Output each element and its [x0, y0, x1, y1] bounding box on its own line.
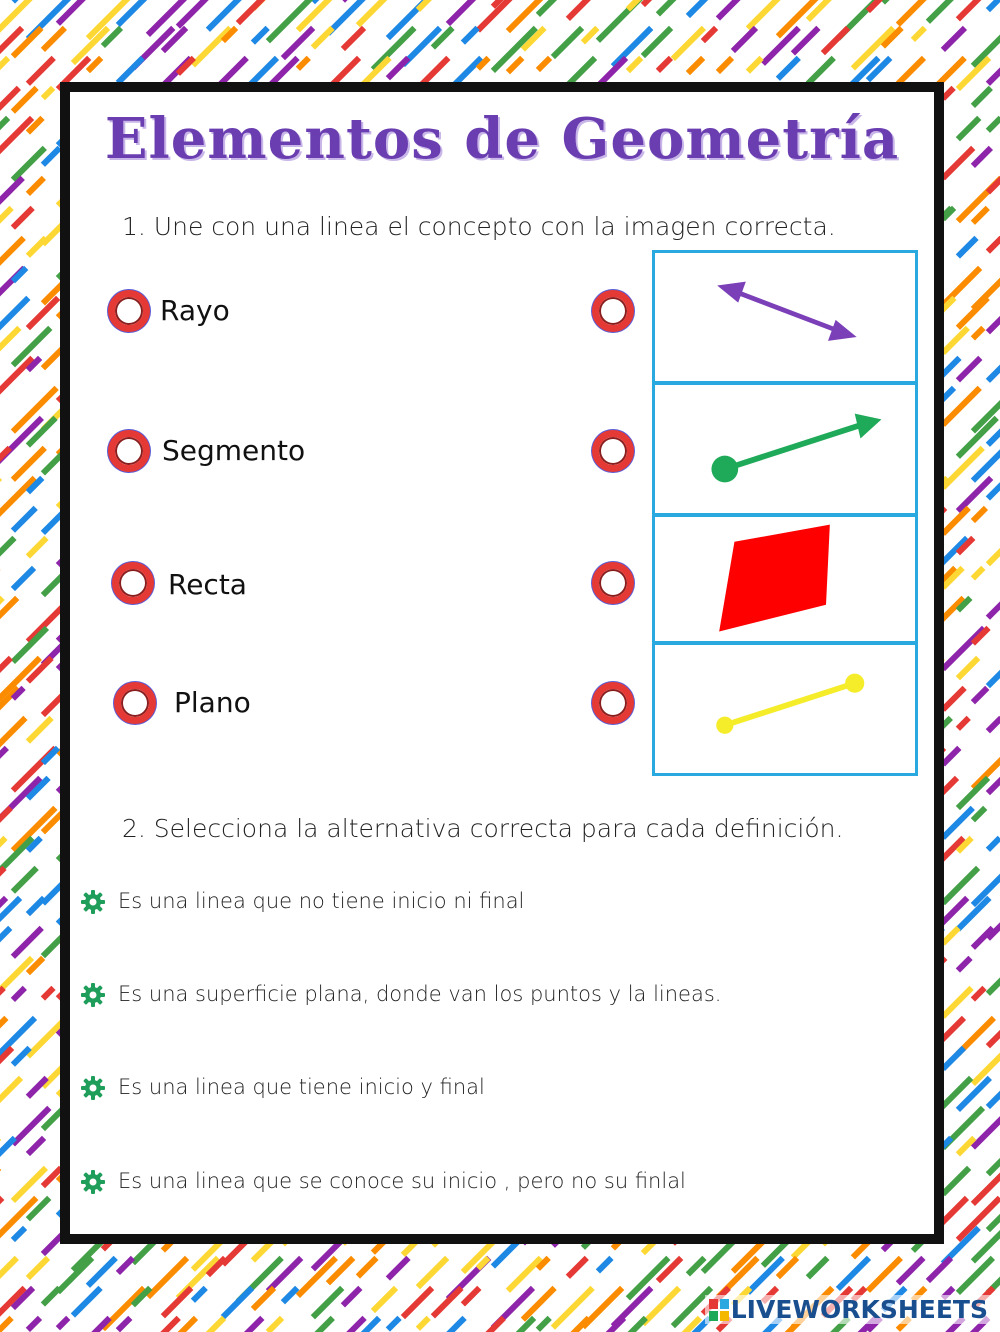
- background-stripe: [30, 1320, 38, 1328]
- background-stripe: [930, 0, 950, 20]
- background-stripe: [15, 990, 23, 998]
- background-stripe: [45, 750, 56, 761]
- background-stripe: [390, 1260, 406, 1276]
- background-stripe: [975, 1230, 1000, 1259]
- background-stripe: [30, 60, 52, 82]
- background-stripe: [150, 1320, 177, 1332]
- gear-icon: [80, 982, 106, 1008]
- background-stripe: [570, 1260, 585, 1275]
- background-stripe: [975, 1170, 1000, 1202]
- background-stripe: [825, 30, 846, 51]
- background-stripe: [570, 0, 587, 17]
- background-stripe: [0, 540, 12, 552]
- background-stripe: [975, 210, 986, 221]
- background-stripe: [945, 810, 971, 836]
- background-stripe: [15, 570, 32, 587]
- background-stripe: [195, 30, 228, 63]
- background-stripe: [315, 1290, 340, 1315]
- background-stripe: [900, 1260, 921, 1281]
- background-stripe: [960, 360, 978, 378]
- background-stripe: [945, 30, 963, 48]
- background-stripe: [180, 60, 192, 72]
- background-stripe: [30, 1080, 45, 1095]
- background-stripe: [945, 510, 967, 532]
- background-stripe: [30, 300, 56, 326]
- background-stripe: [990, 960, 1000, 992]
- background-stripe: [690, 60, 701, 71]
- background-stripe: [390, 1320, 397, 1327]
- double-arrow-line-icon: [655, 253, 915, 381]
- background-stripe: [0, 960, 30, 990]
- background-stripe: [795, 30, 816, 51]
- background-stripe: [960, 300, 986, 326]
- background-stripe: [990, 840, 998, 848]
- background-stripe: [30, 240, 44, 254]
- background-stripe: [720, 60, 730, 70]
- background-stripe: [975, 690, 985, 700]
- background-stripe: [60, 1320, 66, 1326]
- background-stripe: [840, 1260, 867, 1287]
- background-stripe: [975, 990, 982, 997]
- background-stripe: [15, 510, 34, 529]
- background-stripe: [300, 1320, 331, 1332]
- background-stripe: [180, 0, 205, 25]
- background-stripe: [405, 1290, 430, 1315]
- background-stripe: [225, 1290, 250, 1315]
- background-stripe: [45, 1170, 59, 1184]
- background-stripe: [0, 90, 17, 122]
- background-stripe: [540, 1320, 548, 1328]
- image-box-3: [652, 514, 918, 644]
- background-stripe: [930, 1260, 949, 1279]
- background-stripe: [210, 0, 238, 28]
- background-stripe: [705, 30, 714, 39]
- background-stripe: [90, 1260, 114, 1284]
- background-stripe: [960, 240, 974, 254]
- gear-icon: [80, 1075, 106, 1101]
- background-stripe: [585, 30, 595, 40]
- term-dot-plano[interactable]: [114, 682, 156, 724]
- background-stripe: [990, 780, 1000, 791]
- option-label: Es una superficie plana, donde van los puntos y la lineas.: [118, 982, 722, 1006]
- background-stripe: [960, 660, 976, 676]
- background-stripe: [360, 0, 383, 23]
- background-stripe: [720, 0, 736, 16]
- term-dot-rayo[interactable]: [108, 290, 150, 332]
- background-stripe: [30, 1140, 42, 1152]
- background-stripe: [990, 180, 1000, 190]
- background-stripe: [960, 1140, 972, 1152]
- background-stripe: [990, 0, 998, 8]
- background-stripe: [15, 1170, 44, 1199]
- background-stripe: [0, 1080, 19, 1099]
- background-stripe: [960, 720, 967, 727]
- background-stripe: [630, 1320, 644, 1332]
- background-stripe: [0, 480, 33, 513]
- background-stripe: [330, 0, 362, 32]
- background-stripe: [345, 30, 362, 47]
- background-stripe: [945, 1050, 962, 1067]
- background-stripe: [945, 870, 976, 901]
- background-stripe: [0, 240, 22, 262]
- background-stripe: [975, 570, 981, 576]
- background-stripe: [15, 270, 24, 279]
- background-stripe: [255, 30, 266, 41]
- background-stripe: [30, 180, 42, 192]
- ray-arrow-icon: [655, 385, 915, 513]
- term-recta: Recta: [168, 568, 247, 601]
- background-stripe: [570, 1320, 587, 1332]
- background-stripe: [375, 1290, 394, 1309]
- background-stripe: [450, 1320, 462, 1332]
- background-stripe: [900, 60, 922, 82]
- background-stripe: [945, 150, 971, 176]
- option-label: Es una linea que no tiene inicio ni final: [118, 889, 525, 913]
- background-stripe: [435, 1290, 459, 1314]
- background-stripe: [750, 0, 776, 26]
- background-stripe: [945, 690, 962, 707]
- background-stripe: [450, 0, 472, 22]
- page-title: Elementos de Geometría: [104, 106, 900, 172]
- term-segmento: Segmento: [162, 434, 306, 467]
- term-plano: Plano: [174, 686, 251, 719]
- background-stripe: [960, 1260, 991, 1291]
- brand-logo: [705, 1295, 992, 1324]
- background-stripe: [975, 810, 983, 818]
- background-stripe: [990, 540, 1000, 562]
- background-stripe: [15, 930, 40, 955]
- background-stripe: [255, 1290, 272, 1307]
- background-stripe: [990, 480, 1000, 496]
- background-stripe: [270, 0, 309, 39]
- background-stripe: [675, 30, 702, 57]
- background-stripe: [990, 360, 1000, 379]
- background-stripe: [0, 930, 8, 953]
- background-stripe: [915, 30, 923, 38]
- background-stripe: [0, 1260, 15, 1275]
- background-stripe: [465, 1290, 477, 1302]
- background-stripe: [0, 750, 5, 770]
- background-stripe: [480, 1320, 502, 1332]
- background-stripe: [150, 0, 183, 33]
- background-stripe: [810, 60, 832, 82]
- background-stripe: [810, 1260, 825, 1275]
- background-stripe: [510, 1320, 532, 1332]
- background-stripe: [570, 60, 593, 83]
- background-stripe: [960, 480, 989, 509]
- background-stripe: [420, 1260, 445, 1285]
- background-stripe: [360, 1260, 374, 1274]
- background-stripe: [45, 990, 51, 996]
- background-stripe: [0, 180, 21, 201]
- background-stripe: [15, 150, 43, 178]
- background-stripe: [660, 60, 669, 69]
- image-box-1: [652, 250, 918, 384]
- background-stripe: [0, 990, 2, 1007]
- background-stripe: [690, 0, 704, 14]
- background-stripe: [240, 0, 261, 21]
- background-stripe: [990, 60, 1000, 82]
- background-stripe: [990, 720, 999, 729]
- background-stripe: [15, 1230, 23, 1238]
- background-stripe: [975, 90, 989, 104]
- background-stripe: [945, 270, 978, 303]
- background-stripe: [990, 300, 1000, 330]
- background-stripe: [120, 1320, 128, 1328]
- background-stripe: [420, 1320, 427, 1327]
- parallelogram-plane-icon: [655, 517, 915, 641]
- background-stripe: [0, 330, 17, 362]
- background-stripe: [0, 1140, 13, 1153]
- gear-icon: [80, 889, 106, 915]
- background-stripe: [660, 0, 672, 12]
- background-stripe: [270, 1320, 280, 1330]
- background-stripe: [600, 1320, 622, 1332]
- background-stripe: [15, 1050, 27, 1062]
- background-stripe: [975, 510, 984, 519]
- background-stripe: [150, 1260, 185, 1295]
- background-stripe: [510, 0, 539, 29]
- background-stripe: [30, 540, 44, 554]
- segment-line-icon: [655, 645, 915, 773]
- background-stripe: [315, 30, 330, 45]
- option-label: Es una linea que tiene inicio y final: [118, 1075, 485, 1099]
- background-stripe: [45, 1290, 57, 1302]
- background-stripe: [0, 60, 6, 66]
- question-2: 2. Selecciona la alternativa correcta para cada definición.: [122, 814, 844, 843]
- background-stripe: [0, 720, 23, 743]
- option-label: Es una linea que se conoce su inicio , pero no su finlal: [118, 1169, 686, 1193]
- background-stripe: [945, 90, 951, 96]
- background-stripe: [645, 1290, 677, 1322]
- background-stripe: [285, 1290, 295, 1300]
- background-stripe: [15, 630, 45, 660]
- background-stripe: [990, 240, 1000, 250]
- background-stripe: [15, 870, 35, 890]
- background-stripe: [120, 60, 141, 81]
- background-stripe: [555, 30, 580, 55]
- background-stripe: [960, 1020, 992, 1052]
- term-dot-segmento[interactable]: [108, 430, 150, 472]
- background-stripe: [345, 1290, 358, 1303]
- image-dot-4[interactable]: [592, 682, 634, 724]
- background-stripe: [975, 150, 989, 164]
- image-box-2: [652, 382, 918, 516]
- background-stripe: [30, 720, 49, 739]
- background-stripe: [45, 30, 63, 48]
- background-stripe: [990, 600, 1000, 616]
- background-stripe: [0, 870, 2, 887]
- background-stripe: [165, 1290, 189, 1314]
- background-stripe: [15, 450, 43, 478]
- background-stripe: [735, 30, 754, 49]
- gear-icon: [80, 1169, 106, 1195]
- background-stripe: [630, 60, 639, 69]
- background-stripe: [0, 300, 26, 326]
- background-stripe: [390, 60, 406, 76]
- background-stripe: [990, 1080, 1000, 1105]
- image-dot-1[interactable]: [592, 290, 634, 332]
- background-stripe: [945, 930, 956, 941]
- background-stripe: [960, 960, 968, 968]
- background-stripe: [990, 120, 999, 129]
- background-stripe: [945, 990, 969, 1014]
- background-stripe: [615, 30, 649, 64]
- background-stripe: [15, 210, 31, 226]
- image-dot-3[interactable]: [592, 562, 634, 604]
- background-stripe: [120, 1260, 131, 1271]
- background-stripe: [960, 1200, 998, 1238]
- background-stripe: [300, 60, 307, 67]
- background-stripe: [0, 1320, 9, 1329]
- background-stripe: [510, 1260, 539, 1289]
- background-stripe: [30, 1260, 46, 1276]
- background-stripe: [0, 0, 29, 29]
- background-stripe: [900, 0, 922, 22]
- background-stripe: [240, 1320, 260, 1332]
- term-rayo: Rayo: [160, 294, 230, 327]
- background-stripe: [780, 60, 797, 77]
- term-dot-recta[interactable]: [112, 562, 154, 604]
- background-stripe: [45, 150, 58, 163]
- brand-name: LIVEWORKSHEETS: [730, 1295, 988, 1324]
- background-stripe: [945, 750, 957, 762]
- background-stripe: [195, 1290, 204, 1299]
- background-stripe: [600, 1260, 609, 1269]
- background-stripe: [510, 60, 520, 70]
- background-stripe: [285, 30, 311, 56]
- image-dot-2[interactable]: [592, 430, 634, 472]
- background-stripe: [75, 1290, 98, 1313]
- background-stripe: [45, 90, 51, 96]
- background-stripe: [90, 60, 99, 69]
- background-stripe: [0, 210, 10, 235]
- background-stripe: [465, 30, 475, 40]
- background-stripe: [690, 1260, 702, 1272]
- background-stripe: [0, 810, 9, 834]
- background-stripe: [960, 120, 977, 137]
- background-stripe: [330, 1320, 362, 1332]
- background-stripe: [870, 1260, 899, 1289]
- background-stripe: [960, 0, 977, 17]
- background-stripe: [990, 1140, 1000, 1172]
- background-stripe: [540, 0, 553, 13]
- background-stripe: [210, 1320, 222, 1332]
- worksheet-card: [60, 82, 944, 1244]
- image-box-4: [652, 642, 918, 776]
- background-stripe: [975, 330, 981, 336]
- liveworksheets-logo-icon: [709, 1299, 729, 1321]
- background-stripe: [990, 660, 1000, 684]
- question-1: 1. Une con una linea el concepto con la imagen correcta.: [122, 212, 836, 241]
- background-stripe: [945, 1170, 967, 1192]
- background-stripe: [30, 900, 42, 912]
- background-stripe: [540, 60, 548, 68]
- background-stripe: [750, 60, 759, 69]
- background-stripe: [945, 330, 966, 351]
- background-stripe: [180, 1320, 194, 1332]
